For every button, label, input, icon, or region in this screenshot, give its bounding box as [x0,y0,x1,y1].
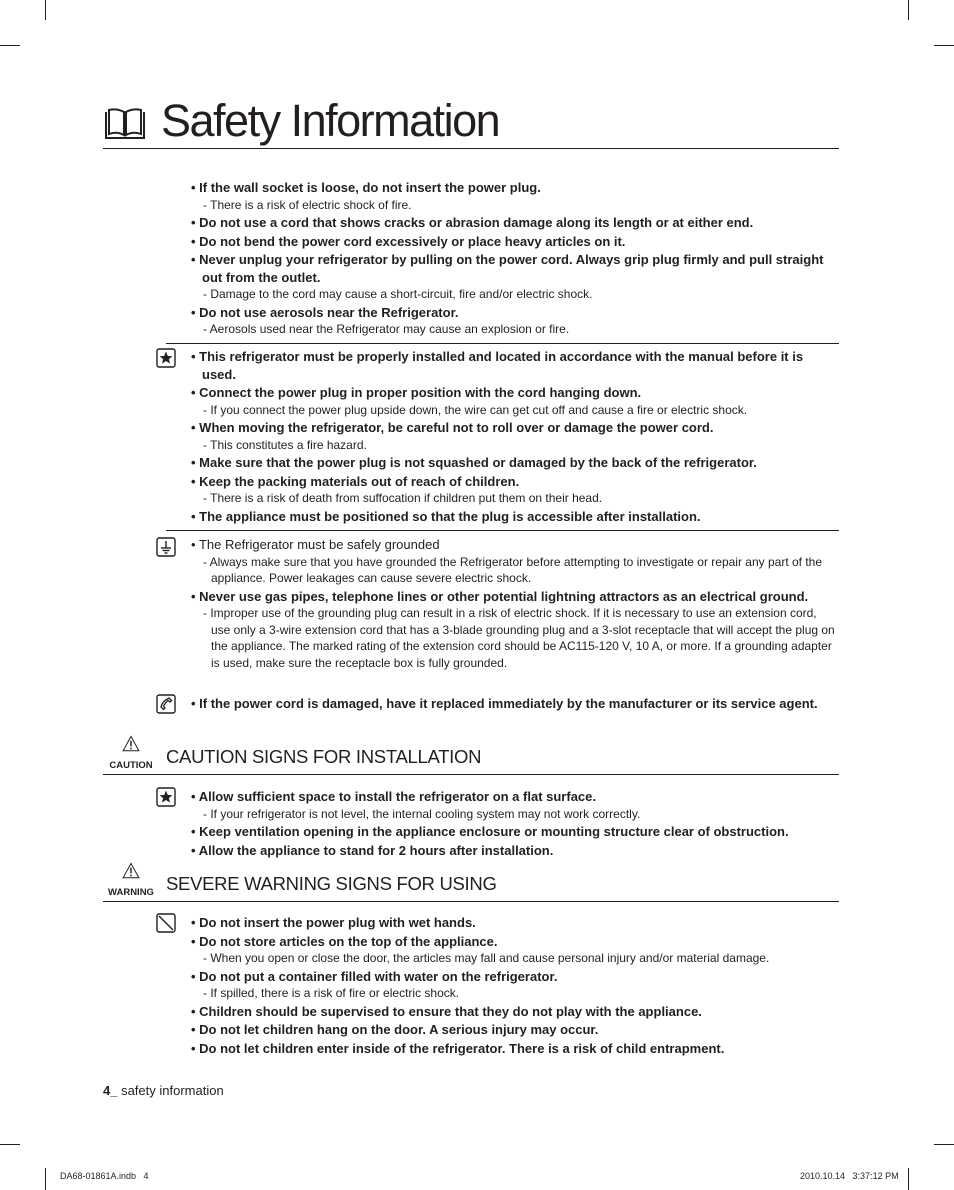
caution-tag: CAUTION [109,760,153,771]
list-item: • The Refrigerator must be safely grounded [166,536,839,554]
caution-section-header [103,746,839,775]
list-item: • Do not put a container filled with water on the refrigerator. [166,968,839,986]
page-header [103,95,839,149]
star-icon [156,787,176,807]
crop-mark [908,1168,909,1190]
list-item: • Allow sufficient space to install the refrigerator on a flat surface. [166,788,839,806]
prohibited-icon [156,913,176,933]
list-item: • Connect the power plug in proper position with the cord hanging down. [166,384,839,402]
list-item: • Children should be supervised to ensure that they do not play with the appliance. [166,1003,839,1021]
safety-block-cord [166,695,839,713]
list-item: • Keep the packing materials out of reach of children. [166,473,839,491]
crop-mark [45,1168,46,1190]
print-slug-date: 2010.10.14 3:37:12 PM [800,1171,899,1181]
list-note: - If you connect the power plug upside down, the wire can get cut off and cause a fire or electric shock. [203,402,748,417]
safety-block-power [166,179,839,339]
list-note: - If spilled, there is a risk of fire or electric shock. [203,986,460,1000]
crop-mark [908,0,909,20]
warning-section-header [103,873,839,902]
page-title: Safety Information [161,95,500,146]
list-item: • Do not store articles on the top of the appliance. [166,933,839,951]
list-note: - There is a risk of electric shock of fire. [203,197,412,212]
list-note: - Damage to the cord may cause a short-circuit, fire and/or electric shock. [203,287,593,301]
safety-block-install [166,343,839,525]
list-item: • If the wall socket is loose, do not insert the power plug. [166,179,839,197]
page-footer [103,1083,224,1098]
footer-label: safety information [117,1083,224,1098]
list-item: • Make sure that the power plug is not squashed or damaged by the back of the refrigerator. [166,454,839,472]
list-item: • Allow the appliance to stand for 2 hours after installation. [166,842,839,860]
crop-mark [0,45,20,46]
crop-mark [0,1144,20,1145]
list-item: • Do not let children enter inside of the refrigerator. There is a risk of child entrapment. [166,1040,839,1058]
list-note: - Aerosols used near the Refrigerator may cause an explosion or fire. [203,322,570,336]
section-title: CAUTION SIGNS FOR INSTALLATION [166,746,482,767]
star-icon [156,348,176,368]
list-item: • Never unplug your refrigerator by pulling on the power cord. Always grip plug firmly and pull straight out from the outlet. [166,251,839,286]
list-item: • Do not bend the power cord excessively or place heavy articles on it. [166,233,839,251]
list-item: • Do not use aerosols near the Refrigerator. [166,304,839,322]
print-slug-file: DA68-01861A.indb 4 [60,1171,149,1181]
list-item: • If the power cord is damaged, have it replaced immediately by the manufacturer or its service agent. [166,695,839,713]
list-item: • The appliance must be positioned so that the plug is accessible after installation. [166,508,839,526]
list-note: - If your refrigerator is not level, the internal cooling system may not work correctly. [203,806,641,821]
list-note: - When you open or close the door, the articles may fall and cause personal injury and/or material damage. [203,951,770,965]
ground-icon [156,537,176,557]
caution-list [166,788,839,859]
crop-mark [934,1144,954,1145]
section-title: SEVERE WARNING SIGNS FOR USING [166,873,497,894]
warning-tag: WARNING [108,887,154,898]
list-item: • Never use gas pipes, telephone lines or other potential lightning attractors as an electrical ground. [166,588,839,606]
list-item: • When moving the refrigerator, be careful not to roll over or damage the power cord. [166,419,839,437]
list-note: - Improper use of the grounding plug can result in a risk of electric shock. If it is necessary to use an extension cord, use only a 3-wire extension cord that has a 3-blade grounding plug and a 3-slot receptacle that will accept the plug on the appliance. The marked rating of the extension cord should be AC115-120 V, 10 A, or more. If a grounding adapter is used, make sure the receptacle box is fully grounded. [203,606,835,670]
warning-list [166,914,839,1057]
list-item: • Keep ventilation opening in the appliance enclosure or mounting structure clear of obstruction. [166,823,839,841]
list-item: • Do not insert the power plug with wet hands. [166,914,839,932]
list-note: - There is a risk of death from suffocation if children put them on their head. [203,491,603,505]
list-item: • Do not use a cord that shows cracks or abrasion damage along its length or at either end. [166,214,839,232]
book-icon [103,108,147,140]
crop-mark [45,0,46,20]
list-note: - This constitutes a fire hazard. [203,437,367,452]
safety-block-ground [166,530,839,672]
phone-icon [156,694,176,714]
crop-mark [934,45,954,46]
list-item: • Do not let children hang on the door. A serious injury may occur. [166,1021,839,1039]
page-number: 4_ [103,1083,118,1098]
list-note: - Always make sure that you have grounded the Refrigerator before attempting to investigate or repair any part of the appliance. Power leakages can cause severe electric shock. [203,554,823,585]
list-item: • This refrigerator must be properly installed and located in accordance with the manual before it is used. [166,348,839,383]
